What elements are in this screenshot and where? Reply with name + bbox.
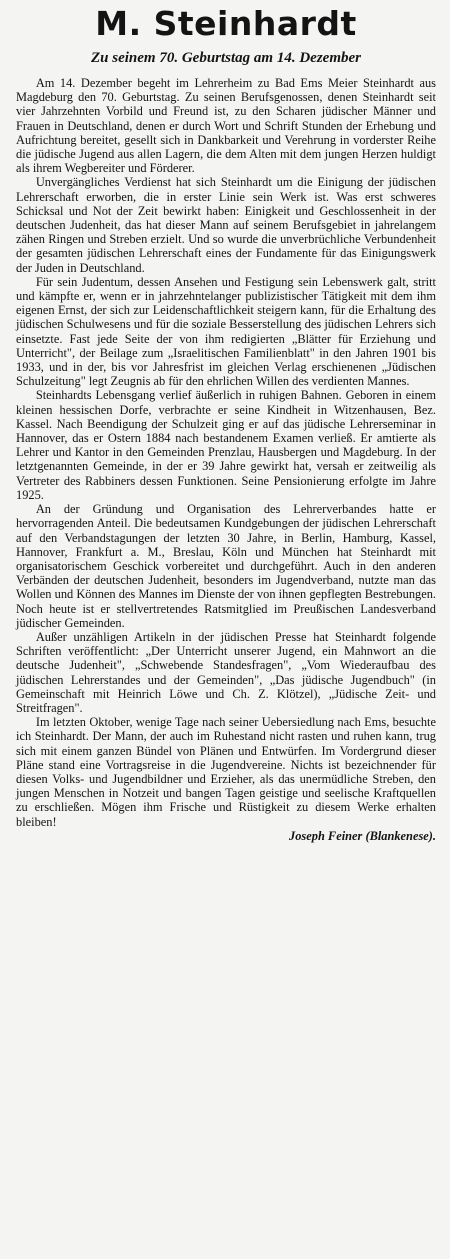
paragraph: Außer unzähligen Artikeln in der jüdischen Presse hat Steinhardt folgende Schriften veröffentlicht: „Der Unterricht unserer Jugend, ein Mahnwort an die deutsche Judenheit", „Schwebende Standesfragen", „Vom Wiederaufbau des jüdischen Lehrerstandes und der Gemeinden", „Das jüdische Jugendbuch" (in Gemeinschaft mit Heinrich Löwe und Ch. Z. Klötzel), „Jüdische Zeit- und Streitfragen". bbox=[16, 629, 436, 715]
article-title: M. Steinhardt bbox=[95, 4, 357, 43]
paragraph: Unvergängliches Verdienst hat sich Steinhardt um die Einigung der jüdischen Lehrerschaft erworben, die in erster Linie sein Werk ist. Was erst schweres Schicksal und Not der Zeit bewirkt haben: Einigkeit und Geschlossenheit in der deutschen Judenheit, das hat dieser Mann auf seinem Berufsgebiet in jahrelangem zähen Ringen und Streben erzielt. Und so wurde die unverbrüchliche Verbundenheit der gesamten jüdischen Lehrerschaft eines der Fundamente für das Einigungswerk der Juden in Deutschland. bbox=[16, 175, 436, 275]
author-signature: Joseph Feiner (Blankenese). bbox=[289, 828, 436, 843]
paragraph: Im letzten Oktober, wenige Tage nach seiner Uebersiedlung nach Ems, besuchte ich Steinhardt. Der Mann, der auch im Ruhestand nicht rasten und ruhen kann, trug sich mit einem ganzen Bündel von Plänen und Entwürfen. Im Vordergrund dieser Pläne stand eine Vortragsreise in die Jugendvereine. Nichts ist bezeichnender für diesen Volks- und Jugendbildner und Erzieher, als das unermüdliche Streben, den jungen Menschen in Notzeit und bangen Tagen geistige und seelische Kraftquellen zu erschließen. Mögen ihm Frische und Rüstigkeit zu diesem Werke erhalten bleiben! bbox=[16, 715, 436, 829]
article-subtitle: Zu seinem 70. Geburtstag am 14. Dezember bbox=[91, 50, 361, 66]
paragraph: Für sein Judentum, dessen Ansehen und Festigung sein Lebenswerk galt, stritt und kämpfte er, wenn er in jahrzehntelanger publizistischer Tätigkeit mit dem ihm eigenen Ernst, der sich zur Leidenschaftlichkeit steigern kann, für die Erhaltung des jüdischen Schulwesens und für die soziale Besserstellung des jüdischen Lehrers sich einsetzte. Fast jede Seite der von ihm redigierten „Blätter für Erziehung und Unterricht", der Beilage zum „Israelitischen Familienblatt" in den Jahren 1901 bis 1933, und in der, bis vor Jahresfrist im gleichen Verlag erschienenen „Jüdischen Schulzeitung" legt Zeugnis ab für den ehrlichen Willen des verdienten Mannes. bbox=[16, 274, 436, 389]
article-body bbox=[16, 76, 436, 843]
paragraph: Steinhardts Lebensgang verlief äußerlich in ruhigen Bahnen. Geboren in einem kleinen hessischen Dorfe, verbrachte er seine Kindheit in Witzenhausen, Bez. Kassel. Nach Beendigung der Schulzeit ging er auf das jüdische Lehrerseminar in Hannover, das er Ostern 1884 nach bestandenem Examen verließ. Er amtierte als Lehrer und Kantor in den Gemeinden Prenzlau, Hausbergen und Magdeburg. In der letztgenannten Gemeinde, in der er 39 Jahre gewirkt hat, versah er zeitweilig als Vertreter des Rabbiners dessen Funktionen. Seine Pensionierung erfolgte im Jahre 1925. bbox=[16, 388, 436, 502]
paragraph: Am 14. Dezember begeht im Lehrerheim zu Bad Ems Meier Steinhardt aus Magdeburg den 70. Geburtstag. Zu seinen Berufsgenossen, denen Steinhardt seit vier Jahrzehnten Vorbild und Freund ist, zu den Scharen jüdischer Männer und Frauen in Deutschland, denen er durch Wort und Schrift Stunden der Erhebung und Aufrichtung bereitet, gesellt sich in Dankbarkeit und Verehrung in vorderster Reihe die jüdische Jugend aus allen Lagern, die dem Alten mit dem jungen Herzen huldigt als ihrem Wegbereiter und Förderer. bbox=[16, 76, 436, 176]
paragraph: An der Gründung und Organisation des Lehrerverbandes hatte er hervorragenden Anteil. Die bedeutsamen Kundgebungen der jüdischen Lehrerschaft auf den Verbandstagungen der letzten 30 Jahre, in Berlin, Hamburg, Kassel, Hannover, Frankfurt a. M., Breslau, Köln und München hat Steinhardt mit organisatorischem Geschick vorbereitet und durchgeführt. Auch in den anderen Verbänden der deutschen Judenheit, besonders im Jugendverband, nutzte man das Wollen und Können des Mannes im Dienste der von ihnen gepflegten Bestrebungen. Noch heute ist er stellvertretendes Ratsmitglied im Preußischen Landesverband jüdischer Gemeinden. bbox=[16, 502, 436, 630]
signature-line bbox=[16, 829, 436, 843]
